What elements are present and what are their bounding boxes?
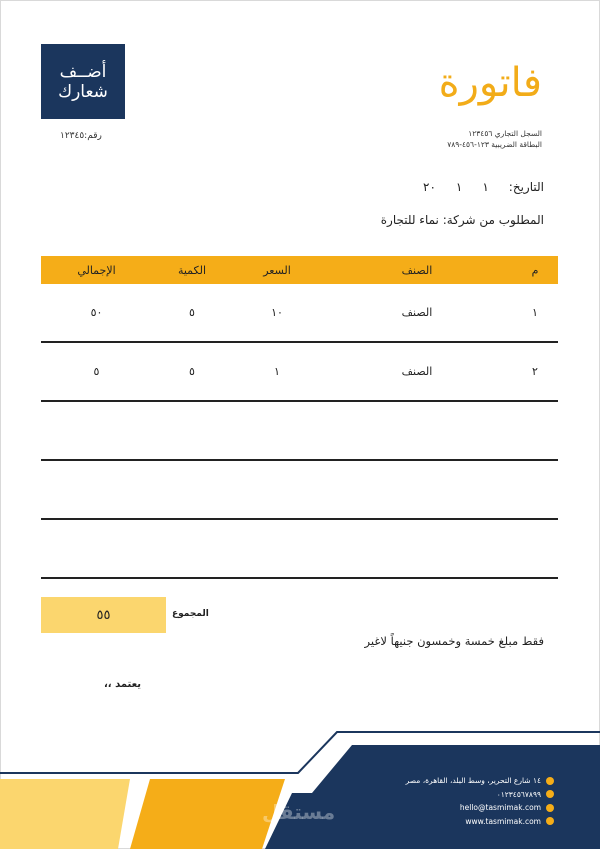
logo-placeholder: [41, 44, 125, 119]
watermark: مستقل: [262, 800, 336, 824]
email-icon: [546, 804, 554, 812]
registry-info: [447, 128, 542, 150]
date-row: [423, 180, 544, 194]
contact-info: [406, 774, 554, 828]
contact-email-line: [406, 801, 554, 815]
table-row: [41, 402, 558, 461]
cell-total: ٥٠: [90, 306, 103, 319]
logo-line-1: أضــف: [59, 61, 107, 82]
location-icon: [546, 777, 554, 785]
invoice-table: [41, 256, 558, 579]
contact-email[interactable]: hello@tasmimak.com: [459, 803, 541, 812]
contact-website-line: [406, 815, 554, 829]
total-value: ٥٥: [96, 607, 111, 623]
date-year: ٢٠: [423, 180, 436, 194]
table-row: [41, 520, 558, 579]
cell-qty: ٥: [189, 365, 195, 378]
cell-m: ١: [532, 306, 538, 319]
amount-in-words: فقط مبلغ خمسة وخمسون جنيهاً لاغير: [364, 634, 544, 648]
date-day: ١: [482, 180, 489, 194]
header-qty: الكمية: [177, 263, 207, 277]
table-row: [41, 461, 558, 520]
logo-line-2: شعارك: [58, 81, 108, 102]
footer-yellow-band: [0, 779, 130, 849]
contact-address: ١٤ شارع التحرير، وسط البلد، القاهرة، مصر: [405, 776, 541, 785]
cell-price: ١٠: [271, 306, 283, 319]
table-row: [41, 284, 558, 343]
table-row: [41, 343, 558, 402]
cell-total: ٥: [93, 365, 100, 378]
contact-address-line: [406, 774, 554, 788]
cell-price: ١: [274, 365, 280, 378]
commercial-registry: السجل التجاري ١٢٣٤٥٦: [468, 129, 542, 138]
date-label: التاريخ:: [508, 180, 544, 194]
invoice-number: رقم:١٢٣٤٥: [60, 131, 102, 141]
cell-m: ٢: [532, 365, 538, 378]
total-label: المجموع: [172, 609, 209, 619]
date-month: ١: [455, 180, 463, 194]
header-m: م: [531, 263, 539, 277]
invoice-title: فاتورة: [438, 60, 542, 106]
cell-item: الصنف: [401, 306, 433, 319]
approval-label: يعتمد ،،: [104, 679, 142, 690]
total-value-box: [41, 597, 166, 633]
table-header: [41, 256, 558, 284]
contact-website[interactable]: www.tasmimak.com: [465, 816, 541, 826]
cell-qty: ٥: [189, 306, 195, 319]
header-total: الإجمالي: [77, 263, 116, 277]
company-line: المطلوب من شركة: نماء للتجارة: [380, 213, 544, 227]
tax-card: البطاقة الضريبية ١٢٣-٤٥٦-٧٨٩: [447, 140, 542, 149]
cell-item: الصنف: [401, 365, 433, 378]
header-price: السعر: [263, 263, 291, 277]
contact-phone: ٠١٢٣٤٥٦٧٨٩٩: [496, 789, 541, 799]
phone-icon: [546, 790, 554, 798]
globe-icon: [546, 817, 554, 825]
contact-phone-line: [406, 788, 554, 802]
header-item: الصنف: [401, 263, 433, 277]
